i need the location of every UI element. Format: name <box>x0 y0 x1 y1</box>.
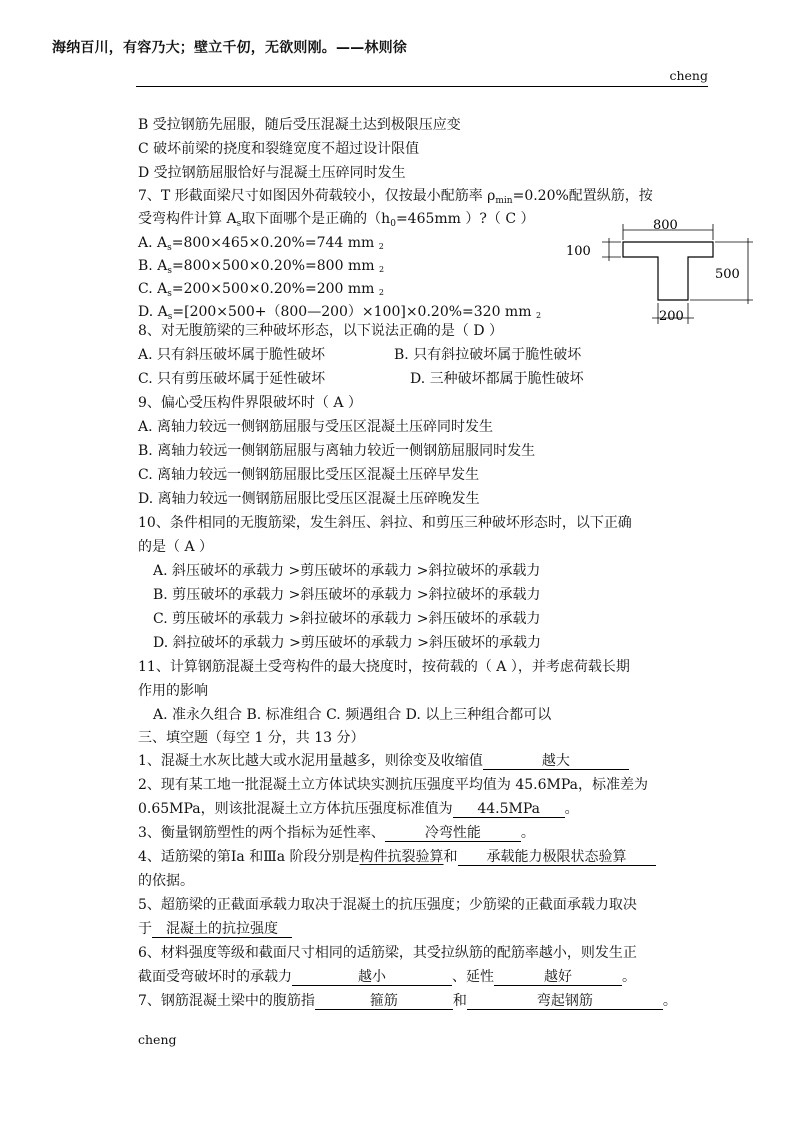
q8-stem: 8、对无腹筋梁的三种破坏形态，以下说法正确的是（ D ） <box>138 323 504 339</box>
fill-1-answer: 越大 <box>483 753 629 770</box>
flange-width-label: 800 <box>653 218 678 233</box>
fill-7: 7、钢筋混凝土梁中的腹筋指 箍筋 和 弯起钢筋 。 <box>138 993 677 1009</box>
q9-option-d: D. 离轴力较远一侧钢筋屈服比受压区混凝土压碎晚发生 <box>138 491 480 507</box>
fill-1: 1、混凝土水灰比越大或水泥用量越多，则徐变及收缩值 越大 <box>138 752 629 770</box>
q9-option-c: C. 离轴力较远一侧钢筋屈服比受压区混凝土压碎早发生 <box>138 467 480 483</box>
q10-stem-line2: 的是（ A ） <box>138 539 214 555</box>
fill-4-line1: 4、适筋梁的第Ⅰa 和Ⅲa 阶段分别是构件抗裂验算和 承载能力极限状态验算 <box>138 848 656 866</box>
fill-6-line1: 6、材料强度等级和截面尺寸相同的适筋梁，其受拉纵筋的配筋率越小，则发生正 <box>138 945 637 961</box>
header-motto: 海纳百川，有容乃大；壁立千仞，无欲则刚。——林则徐 <box>52 40 407 56</box>
q7-option-d: D. $A_s=[200\times 500+(800—200)\times 100]\times 0.20\%=320$ mm $^2$ <box>138 304 542 322</box>
q7-option-a: A. $A_s=800\times 465\times 0.20\%=744$ mm $^2$ <box>138 235 384 253</box>
q8-option-d: D. 三种破坏都属于脆性破坏 <box>410 371 584 387</box>
footer-name: cheng <box>138 1032 177 1047</box>
fill-3-answer: 冷弯性能 <box>385 825 521 842</box>
fill-7-answer-2: 弯起钢筋 <box>467 993 663 1010</box>
q8-option-c: C. 只有剪压破坏属于延性破坏 <box>138 371 326 387</box>
q11-stem-line1: 11、计算钢筋混凝土受弯构件的最大挠度时，按荷载的（ A ），并考虑荷载长期 <box>138 659 630 675</box>
q8-option-b: B. 只有斜拉破坏属于脆性破坏 <box>394 347 582 363</box>
fill-7-answer-1: 箍筋 <box>315 993 453 1010</box>
q7-stem-line1: 7、T 形截面梁尺寸如图因外荷载较小，仅按最小配筋率 $\rho_{min}=0.20\%$配置纵筋，按 <box>138 188 653 206</box>
header-name: cheng <box>669 68 708 83</box>
fill-6-answer-1: 越小 <box>292 969 452 986</box>
fill-2-answer: 44.5MPa <box>453 801 565 818</box>
q9-stem: 9、偏心受压构件界限破坏时（ A ） <box>138 395 362 411</box>
q10-option-d: D. 斜拉破坏的承载力 >剪压破坏的承载力 >斜压破坏的承载力 <box>153 635 541 651</box>
q10-option-a: A. 斜压破坏的承载力 >剪压破坏的承载力 >斜拉破坏的承载力 <box>153 563 541 579</box>
q6-option-b: B 受拉钢筋先屈服，随后受压混凝土达到极限压应变 <box>138 117 461 133</box>
q11-options: A. 准永久组合 B. 标准组合 C. 频遇组合 D. 以上三种组合都可以 <box>153 707 552 723</box>
fill-6-line2: 截面受弯破坏时的承载力 越小 、延性 越好 。 <box>138 969 636 985</box>
q7-option-b: B. $A_s=800\times 500\times 0.20\%=800$ mm $^2$ <box>138 258 385 276</box>
q10-option-c: C. 剪压破坏的承载力 >斜拉破坏的承载力 >斜压破坏的承载力 <box>153 611 541 627</box>
fill-2-line2: 0.65MPa，则该批混凝土立方体抗压强度标准值为 44.5MPa 。 <box>138 801 579 817</box>
total-height-label: 500 <box>715 267 740 282</box>
q6-option-c: C 破坏前梁的挠度和裂缝宽度不超过设计限值 <box>138 141 420 157</box>
web-width-label: 200 <box>659 309 684 324</box>
fill-4-answer-1: 构件抗裂验算 <box>359 849 444 865</box>
fill-3: 3、衡量钢筋塑性的两个指标为延性率、 冷弯性能 。 <box>138 825 535 841</box>
flange-height-label: 100 <box>566 244 591 259</box>
q10-option-b: B. 剪压破坏的承载力 >斜压破坏的承载力 >斜拉破坏的承载力 <box>153 587 541 603</box>
q11-stem-line2: 作用的影响 <box>138 683 208 699</box>
section3-title: 三、填空题（每空 1 分，共 13 分） <box>138 730 365 746</box>
fill-5-line2: 于 混凝土的抗拉强度 <box>138 920 292 938</box>
fill-6-answer-2: 越好 <box>494 969 622 986</box>
fill-5-answer: 混凝土的抗拉强度 <box>152 921 292 938</box>
fill-5-line1: 5、超筋梁的正截面承载力取决于混凝土的抗压强度；少筋梁的正截面承载力取决 <box>138 897 637 913</box>
fill-4-line2: 的依据。 <box>138 873 194 889</box>
q9-option-b: B. 离轴力较远一侧钢筋屈服与离轴力较近一侧钢筋屈服同时发生 <box>138 443 536 459</box>
t-beam-section-figure <box>560 212 760 330</box>
header-rule <box>136 86 708 87</box>
q6-option-d: D 受拉钢筋屈服恰好与混凝土压碎同时发生 <box>138 165 406 181</box>
fill-4-answer-2: 承载能力极限状态验算 <box>458 849 656 866</box>
q8-option-a: A. 只有斜压破坏属于脆性破坏 <box>138 347 326 363</box>
fill-2-line1: 2、现有某工地一批混凝土立方体试块实测抗压强度平均值为 45.6MPa，标准差为 <box>138 777 649 793</box>
q7-option-c: C. $A_s=200\times 500\times 0.20\%=200$ mm $^2$ <box>138 281 384 299</box>
q9-option-a: A. 离轴力较远一侧钢筋屈服与受压区混凝土压碎同时发生 <box>138 419 494 435</box>
q10-stem-line1: 10、条件相同的无腹筋梁，发生斜压、斜拉、和剪压三种破坏形态时，以下正确 <box>138 515 632 531</box>
q7-stem-line2: 受弯构件计算 $A_s$取下面哪个是正确的（$h_0=465mm$ ）?（ C ） <box>138 211 535 229</box>
